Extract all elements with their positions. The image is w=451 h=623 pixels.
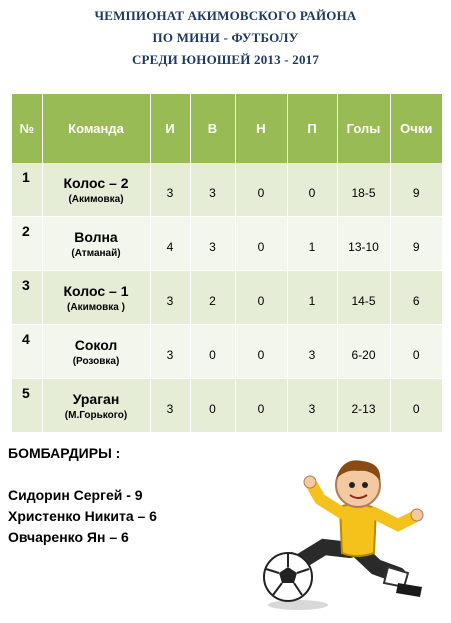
cell-wins: 0 [190, 325, 235, 379]
cell-goals: 13-10 [337, 217, 390, 271]
scorers-title: БОМБАРДИРЫ : [8, 445, 121, 461]
scorer-item: Сидорин Сергей - 9 [8, 487, 143, 503]
cell-wins: 0 [190, 379, 235, 433]
football-player-illustration [258, 455, 446, 615]
table-row [12, 379, 442, 433]
column-header-number: № [12, 94, 42, 163]
cell-points: 6 [390, 271, 442, 325]
cell-games: 3 [150, 325, 190, 379]
cell-team [42, 325, 150, 379]
cell-games: 3 [150, 163, 190, 217]
cell-goals: 2-13 [337, 379, 390, 433]
cell-rank: 2 [12, 217, 42, 271]
team-town: (Акимовка) [68, 193, 124, 205]
cell-rank: 4 [12, 325, 42, 379]
column-header-goals: Голы [337, 94, 390, 163]
cell-draws: 0 [235, 163, 287, 217]
cell-rank: 1 [12, 163, 42, 217]
cell-points: 0 [390, 379, 442, 433]
team-town: (М.Горького) [64, 409, 128, 421]
cell-points: 9 [390, 163, 442, 217]
cell-team [42, 379, 150, 433]
standings-table [12, 94, 442, 433]
cell-goals: 14-5 [337, 271, 390, 325]
cell-losses: 1 [287, 217, 337, 271]
cell-draws: 0 [235, 325, 287, 379]
team-name: Сокол [74, 336, 118, 353]
team-name: Волна [74, 228, 118, 245]
team-town: (Атманай) [71, 247, 121, 259]
cell-games: 3 [150, 379, 190, 433]
cell-goals: 18-5 [337, 163, 390, 217]
table-row [12, 325, 442, 379]
cell-team [42, 217, 150, 271]
cell-wins: 2 [190, 271, 235, 325]
cell-draws: 0 [235, 271, 287, 325]
cell-losses: 3 [287, 379, 337, 433]
table-header-row [12, 94, 442, 163]
column-header-team: Команда [42, 94, 150, 163]
title-line-3: СРЕДИ ЮНОШЕЙ 2013 - 2017 [131, 52, 320, 67]
scorer-item: Овчаренко Ян – 6 [8, 529, 129, 545]
table-row [12, 217, 442, 271]
title-line-1: ЧЕМПИОНАТ АКИМОВСКОГО РАЙОНА [94, 8, 357, 23]
column-header-draws: Н [235, 94, 287, 163]
team-name: Колос – 1 [63, 282, 129, 299]
team-name: Ураган [72, 390, 120, 407]
cell-losses: 3 [287, 325, 337, 379]
table-row [12, 271, 442, 325]
cell-rank: 3 [12, 271, 42, 325]
scorer-item: Христенко Никита – 6 [8, 508, 157, 524]
cell-losses: 1 [287, 271, 337, 325]
cell-games: 3 [150, 271, 190, 325]
column-header-losses: П [287, 94, 337, 163]
cell-losses: 0 [287, 163, 337, 217]
cell-games: 4 [150, 217, 190, 271]
cell-goals: 6-20 [337, 325, 390, 379]
cell-wins: 3 [190, 217, 235, 271]
column-header-games: И [150, 94, 190, 163]
cell-team [42, 163, 150, 217]
team-town: (Розовка) [72, 355, 120, 367]
team-town: (Акимовка ) [67, 301, 125, 313]
title-line-2: ПО МИНИ - ФУТБОЛУ [152, 30, 299, 45]
table-row [12, 163, 442, 217]
cell-rank: 5 [12, 379, 42, 433]
cell-draws: 0 [235, 217, 287, 271]
team-name: Колос – 2 [63, 174, 129, 191]
cell-draws: 0 [235, 379, 287, 433]
cell-wins: 3 [190, 163, 235, 217]
column-header-points: Очки [390, 94, 442, 163]
cell-points: 9 [390, 217, 442, 271]
column-header-wins: В [190, 94, 235, 163]
cell-points: 0 [390, 325, 442, 379]
cell-team [42, 271, 150, 325]
